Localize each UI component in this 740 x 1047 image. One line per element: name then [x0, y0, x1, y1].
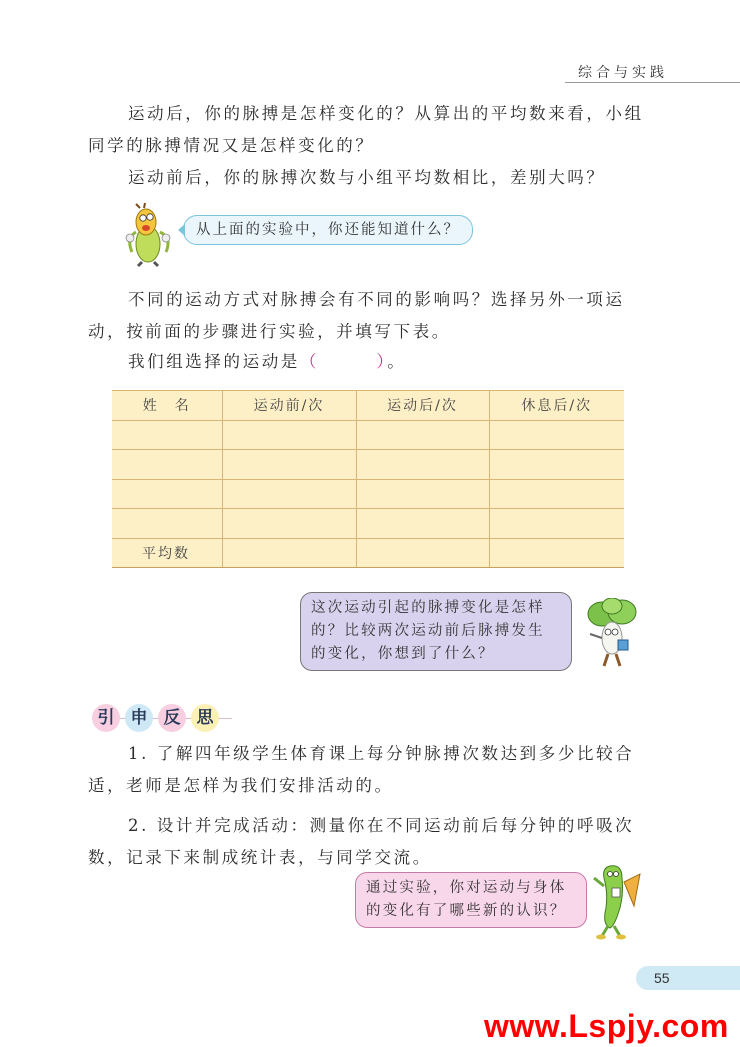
table-cell[interactable]: [489, 450, 624, 480]
paren-close: ）: [376, 352, 388, 371]
corn-mascot-icon: [118, 202, 180, 268]
chosen-sport-label: 我们组选择的运动是: [128, 352, 300, 371]
table-cell[interactable]: [489, 509, 624, 539]
cabbage-speech-bubble: 这次运动引起的脉搏变化是怎样的？比较两次运动前后脉搏发生的变化，你想到了什么？: [300, 592, 572, 671]
paragraph-compare-average: 运动前后，你的脉搏次数与小组平均数相比，差别大吗？: [128, 168, 606, 187]
table-cell[interactable]: [489, 420, 624, 450]
table-cell[interactable]: [112, 509, 222, 539]
table-cell[interactable]: [356, 420, 489, 450]
chapter-header: 综合与实践: [578, 65, 668, 81]
section-heading-extension-reflection: [92, 702, 224, 734]
watermark-url: www.Lspjy.com: [484, 1008, 729, 1044]
bean-mascot-icon: [588, 862, 648, 942]
table-cell[interactable]: [112, 420, 222, 450]
bean-speech-bubble: 通过实验，你对运动与身体的变化有了哪些新的认识？: [355, 872, 587, 928]
paragraph-chosen-sport: [88, 346, 648, 378]
table-cell[interactable]: [222, 479, 356, 509]
pulse-record-table: [112, 390, 624, 568]
heading-char: 思: [191, 704, 219, 732]
reflection-item-1: 1. 了解四年级学生体育课上每分钟脉搏次数达到多少比较合适，老师是怎样为我们安排活动的。: [88, 744, 635, 795]
table-cell[interactable]: [356, 450, 489, 480]
table-cell[interactable]: [356, 509, 489, 539]
table-header-row: [112, 391, 624, 421]
page-number: 55: [636, 966, 740, 990]
header-before-exercise: 运动前/次: [222, 391, 356, 421]
table-row: [112, 479, 624, 509]
heading-char: 引: [92, 704, 120, 732]
cabbage-mascot-icon: [582, 598, 644, 670]
heading-char: 反: [158, 704, 186, 732]
table-cell[interactable]: [489, 538, 624, 568]
header-divider: [565, 82, 740, 83]
period: 。: [387, 352, 407, 371]
table-cell[interactable]: [112, 479, 222, 509]
paragraph-pulse-change: 运动后，你的脉搏是怎样变化的？从算出的平均数来看，小组同学的脉搏情况又是怎样变化的？: [88, 104, 644, 155]
paragraph-different-sports: 不同的运动方式对脉搏会有不同的影响吗？选择另外一项运动，按前面的步骤进行实验，并填写下表。: [88, 290, 625, 341]
table-average-row: [112, 538, 624, 568]
table-cell[interactable]: [489, 479, 624, 509]
table-row: [112, 420, 624, 450]
chosen-sport-blank[interactable]: [319, 352, 376, 371]
reflection-item-2: 2. 设计并完成活动：测量你在不同运动前后每分钟的呼吸次数，记录下来制成统计表，与同学交流。: [88, 816, 635, 867]
table-cell[interactable]: [222, 450, 356, 480]
table-row: [112, 450, 624, 480]
table-cell[interactable]: [356, 538, 489, 568]
header-after-rest: 休息后/次: [489, 391, 624, 421]
table-cell[interactable]: [222, 420, 356, 450]
table-cell[interactable]: [112, 450, 222, 480]
paren-open: （: [299, 352, 320, 371]
header-name: 姓 名: [112, 391, 222, 421]
corn-speech-bubble: 从上面的实验中，你还能知道什么？: [183, 215, 473, 245]
table-cell[interactable]: [356, 479, 489, 509]
header-after-exercise: 运动后/次: [356, 391, 489, 421]
table-row: [112, 509, 624, 539]
heading-char: 申: [125, 704, 153, 732]
average-label: 平均数: [112, 538, 222, 568]
table-cell[interactable]: [222, 509, 356, 539]
table-cell[interactable]: [222, 538, 356, 568]
